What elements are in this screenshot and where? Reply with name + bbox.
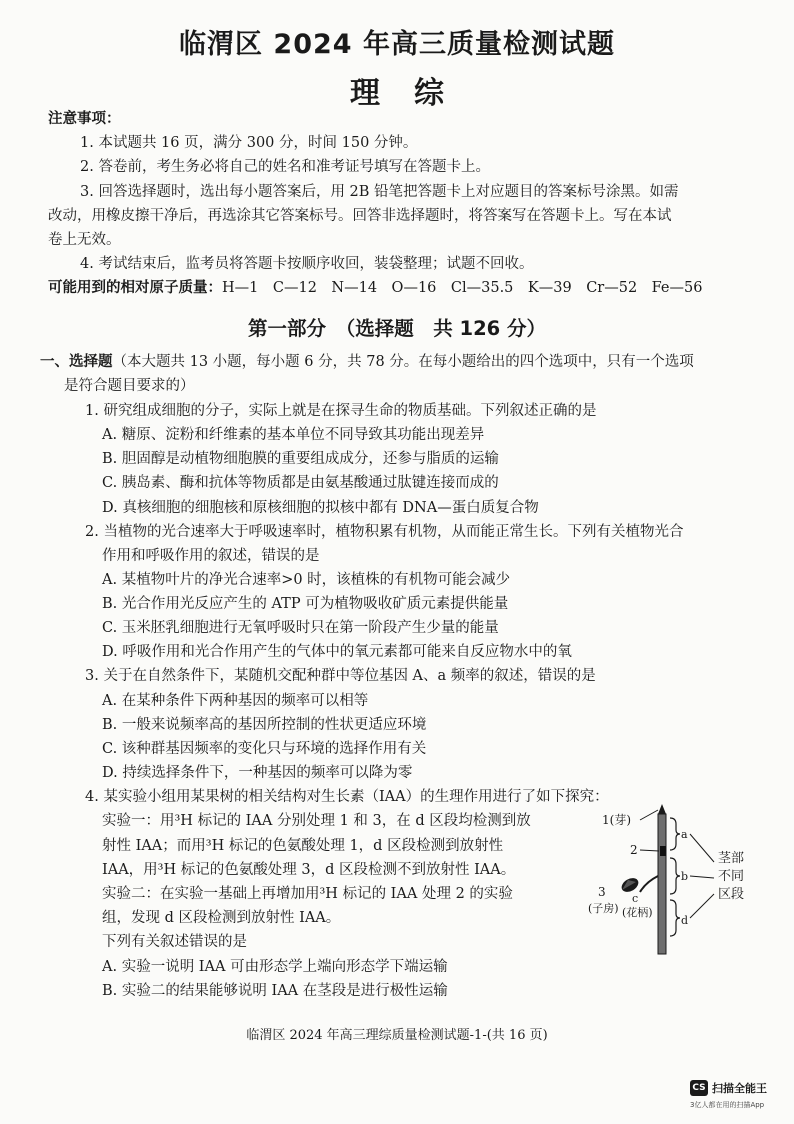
- q4-body-4: 实验二：在实验一基础上再增加用³H 标记的 IAA 处理 2 的实验: [102, 886, 513, 902]
- label-b: b: [681, 870, 689, 883]
- q2-stem: 2. 当植物的光合速率大于呼吸速率时，植物积累有机物，从而能正常生长。下列有关植物光合: [85, 524, 684, 540]
- q4-body-6: 下列有关叙述错误的是: [102, 934, 247, 950]
- notice-item-3-cont: 改动，用橡皮擦干净后，再选涂其它答案标号。回答非选择题时，将答案写在答题卡上。写在本试: [48, 208, 672, 224]
- side-label-1: 茎部: [718, 851, 745, 866]
- part1-intro-label: 一、选择题: [40, 354, 113, 370]
- section-title: 第一部分 （选择题 共 126 分）: [247, 317, 547, 340]
- notice-item-1: 1. 本试题共 16 页，满分 300 分，时间 150 分钟。: [80, 135, 418, 151]
- exam-title: 临渭区 2024 年高三质量检测试题: [179, 29, 615, 60]
- q2-option-b: B. 光合作用光反应产生的 ATP 可为植物吸收矿质元素提供能量: [102, 596, 509, 612]
- notice-item-2: 2. 答卷前，考生务必将自己的姓名和准考证号填写在答题卡上。: [80, 159, 490, 175]
- notice-item-3: 3. 回答选择题时，选出每小题答案后，用 2B 铅笔把答题卡上对应题目的答案标号涂黑。如需: [80, 184, 679, 200]
- side-label-2: 不同: [718, 869, 745, 884]
- label-pedicel: (花柄): [622, 906, 653, 919]
- part1-intro-line2: 是符合题目要求的）: [64, 378, 195, 394]
- pedicel-shape: [640, 876, 658, 892]
- brace-a: [670, 818, 680, 850]
- q2-stem-cont: 作用和呼吸作用的叙述，错误的是: [102, 548, 320, 564]
- label-ovary: (子房): [588, 902, 619, 915]
- q4-option-a: A. 实验一说明 IAA 可由形态学上端向形态学下端运输: [102, 959, 448, 975]
- label-c: c: [632, 892, 639, 905]
- q1-stem: 1. 研究组成细胞的分子，实际上就是在探寻生命的物质基础。下列叙述正确的是: [85, 403, 597, 419]
- q1-option-a: A. 糖原、淀粉和纤维素的基本单位不同导致其功能出现差异: [102, 427, 485, 443]
- atomic-mass-values: H—1 C—12 N—14 O—16 Cl—35.5 K—39 Cr—52 Fe—56: [222, 280, 703, 296]
- page-footer: 临渭区 2024 年高三理综质量检测试题-1-(共 16 页): [246, 1028, 548, 1043]
- leader-line-b: [690, 876, 714, 878]
- side-label-3: 区段: [718, 887, 745, 902]
- atomic-mass-label: 可能用到的相对原子质量：: [48, 280, 222, 296]
- leader-line-1: [640, 810, 658, 820]
- leader-line-d: [690, 894, 714, 918]
- bud-icon: [658, 804, 666, 814]
- q4-body-5: 组，发现 d 区段检测到放射性 IAA。: [102, 910, 341, 926]
- q2-option-c: C. 玉米胚乳细胞进行无氧呼吸时只在第一阶段产生少量的能量: [102, 620, 499, 636]
- brace-b: [670, 858, 680, 894]
- leader-line-2: [640, 850, 659, 851]
- part1-intro-text: （本大题共 13 小题，每小题 6 分，共 78 分。在每小题给出的四个选项中，只有一个选项: [112, 354, 694, 370]
- label-d: d: [681, 914, 689, 927]
- q4-option-b: B. 实验二的结果能够说明 IAA 在茎段是进行极性运输: [102, 983, 448, 999]
- notice-item-4: 4. 考试结束后，监考员将答题卡按顺序收回，装袋整理；试题不回收。: [80, 256, 534, 272]
- part1-intro: [40, 352, 694, 372]
- scanner-logo-icon: CS: [690, 1080, 708, 1096]
- q4-body-2: 射性 IAA；而用³H 标记的色氨酸处理 1，d 区段检测到放射性: [102, 838, 504, 854]
- scanner-tagline: 3亿人都在用的扫描App: [690, 1101, 765, 1109]
- q2-option-a: A. 某植物叶片的净光合速率>0 时，该植株的有机物可能会减少: [102, 572, 511, 588]
- q3-option-c: C. 该种群基因频率的变化只与环境的选择作用有关: [102, 741, 427, 757]
- brace-d: [670, 900, 680, 936]
- q1-option-d: D. 真核细胞的细胞核和原核细胞的拟核中都有 DNA—蛋白质复合物: [102, 500, 539, 516]
- stem-shape: [658, 814, 666, 954]
- q3-option-a: A. 在某种条件下两种基因的频率可以相等: [102, 693, 369, 709]
- label-2: 2: [630, 843, 638, 857]
- label-3: 3: [598, 885, 606, 899]
- node-2-marker: [660, 846, 666, 856]
- notice-item-3-cont2: 卷上无效。: [48, 232, 121, 248]
- q1-option-c: C. 胰岛素、酶和抗体等物质都是由氨基酸通过肽键连接而成的: [102, 475, 499, 491]
- label-a: a: [681, 828, 688, 841]
- q2-option-d: D. 呼吸作用和光合作用产生的气体中的氧元素都可能来自反应物水中的氧: [102, 644, 572, 660]
- scanner-app-name: 扫描全能王: [712, 1082, 767, 1095]
- q1-option-b: B. 胆固醇是动植物细胞膜的重要组成成分，还参与脂质的运输: [102, 451, 499, 467]
- q3-option-b: B. 一般来说频率高的基因所控制的性状更适应环境: [102, 717, 427, 733]
- plant-stem-diagram: [588, 800, 768, 960]
- q3-option-d: D. 持续选择条件下，一种基因的频率可以降为零: [102, 765, 413, 781]
- q3-stem: 3. 关于在自然条件下，某随机交配种群中等位基因 A、a 频率的叙述，错误的是: [85, 668, 596, 684]
- exam-subject: 理综: [350, 76, 478, 111]
- atomic-mass-line: [48, 278, 702, 298]
- q4-stem: 4. 某实验小组用某果树的相关结构对生长素（IAA）的生理作用进行了如下探究：: [85, 789, 609, 805]
- q4-body-3: IAA，用³H 标记的色氨酸处理 3，d 区段检测不到放射性 IAA。: [102, 862, 516, 878]
- leader-line-a: [690, 834, 714, 862]
- q4-body-1: 实验一：用³H 标记的 IAA 分别处理 1 和 3，在 d 区段均检测到放: [102, 813, 531, 829]
- notice-heading: 注意事项：: [48, 111, 121, 127]
- label-bud: 1(芽): [602, 813, 631, 827]
